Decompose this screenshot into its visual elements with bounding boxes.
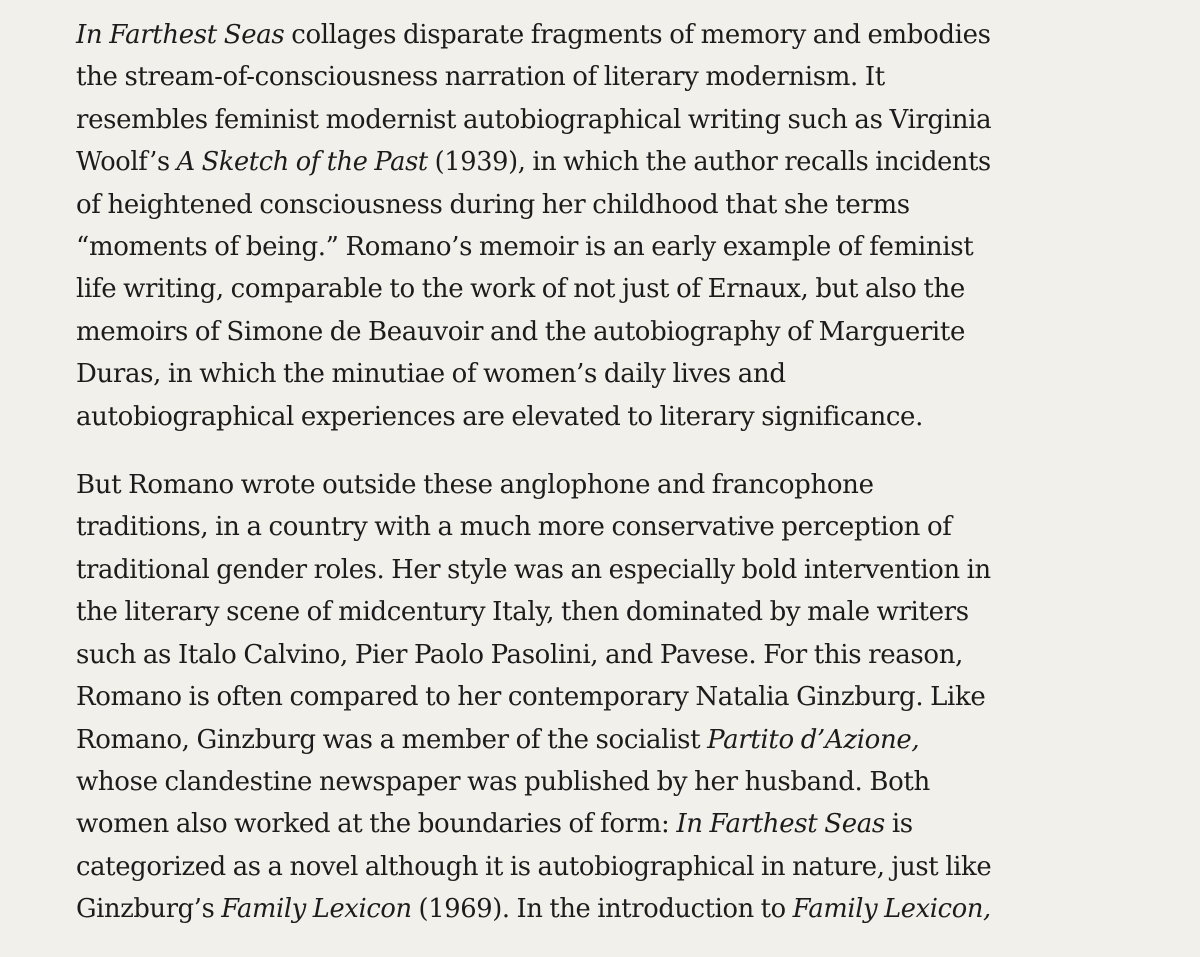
text-line [76, 311, 991, 353]
text-run: whose clandestine newspaper was published by her husband. Both [76, 766, 930, 797]
text-line [76, 184, 991, 226]
text-line [76, 396, 991, 438]
text-line [76, 56, 991, 98]
paragraph [76, 14, 991, 438]
text-run: women also worked at the boundaries of form: [76, 809, 677, 840]
text-line [76, 676, 991, 718]
book-title: Family Lexicon, [792, 894, 991, 925]
text-run: Romano is often compared to her contemporary Natalia Ginzburg. Like [76, 682, 986, 713]
text-run: collages disparate fragments of memory and embodies [284, 20, 991, 50]
text-line [76, 846, 992, 888]
text-run: “moments of being.” Romano’s memoir is an early example of feminist [76, 232, 974, 263]
text-line [76, 634, 991, 676]
text-run: is [884, 809, 913, 840]
article-body [76, 14, 991, 957]
text-run: life writing, comparable to the work of not just of Ernaux, but also the [76, 274, 965, 305]
text-line [76, 506, 991, 548]
text-run: traditional gender roles. Her style was an especially bold intervention in [76, 554, 991, 585]
text-line [76, 803, 991, 845]
text-run: Ginzburg’s [76, 894, 222, 925]
text-run: of heightened consciousness during her childhood that she terms [76, 189, 910, 220]
text-run: the stream-of-consciousness narration of literary modernism. It [76, 62, 885, 93]
book-title: In Farthest Seas [676, 809, 885, 840]
text-run: Woolf’s [76, 147, 177, 178]
book-title: A Sketch of the Past [176, 147, 428, 178]
text-line [76, 761, 991, 803]
text-run: such as Italo Calvino, Pier Paolo Pasolini, and Pavese. For this reason, [76, 639, 964, 670]
text-run: Romano, Ginzburg was a member of the socialist [76, 724, 708, 755]
text-run: (1969). In the introduction to [411, 894, 793, 925]
text-run: resembles feminist modernist autobiographical writing such as Virginia [76, 104, 992, 135]
paragraph [76, 464, 991, 930]
book-title: Family Lexicon [221, 894, 412, 925]
text-line [76, 226, 991, 268]
text-run: autobiographical experiences are elevated to literary significance. [76, 401, 924, 432]
text-line [76, 549, 991, 591]
text-line [76, 353, 991, 395]
text-run: But Romano wrote outside these anglophone and francophone [76, 470, 874, 501]
text-line [76, 888, 991, 930]
text-line [76, 141, 991, 183]
text-run: categorized as a novel although it is autobiographical in nature, just like [76, 851, 992, 882]
text-run: Duras, in which the minutiae of women’s daily lives and [76, 359, 786, 390]
text-run: traditions, in a country with a much more conservative perception of [76, 512, 952, 543]
text-line [76, 14, 990, 56]
text-run: the literary scene of midcentury Italy, then dominated by male writers [76, 597, 969, 628]
text-line [76, 591, 991, 633]
text-line [76, 464, 991, 506]
text-line [76, 268, 991, 310]
text-line [76, 719, 991, 761]
text-line [76, 99, 991, 141]
book-title: In Farthest Seas [76, 20, 285, 50]
party-name: Partito d’Azione, [707, 724, 920, 755]
text-run: memoirs of Simone de Beauvoir and the autobiography of Marguerite [76, 316, 966, 347]
text-run: (1939), in which the author recalls incidents [427, 147, 991, 178]
